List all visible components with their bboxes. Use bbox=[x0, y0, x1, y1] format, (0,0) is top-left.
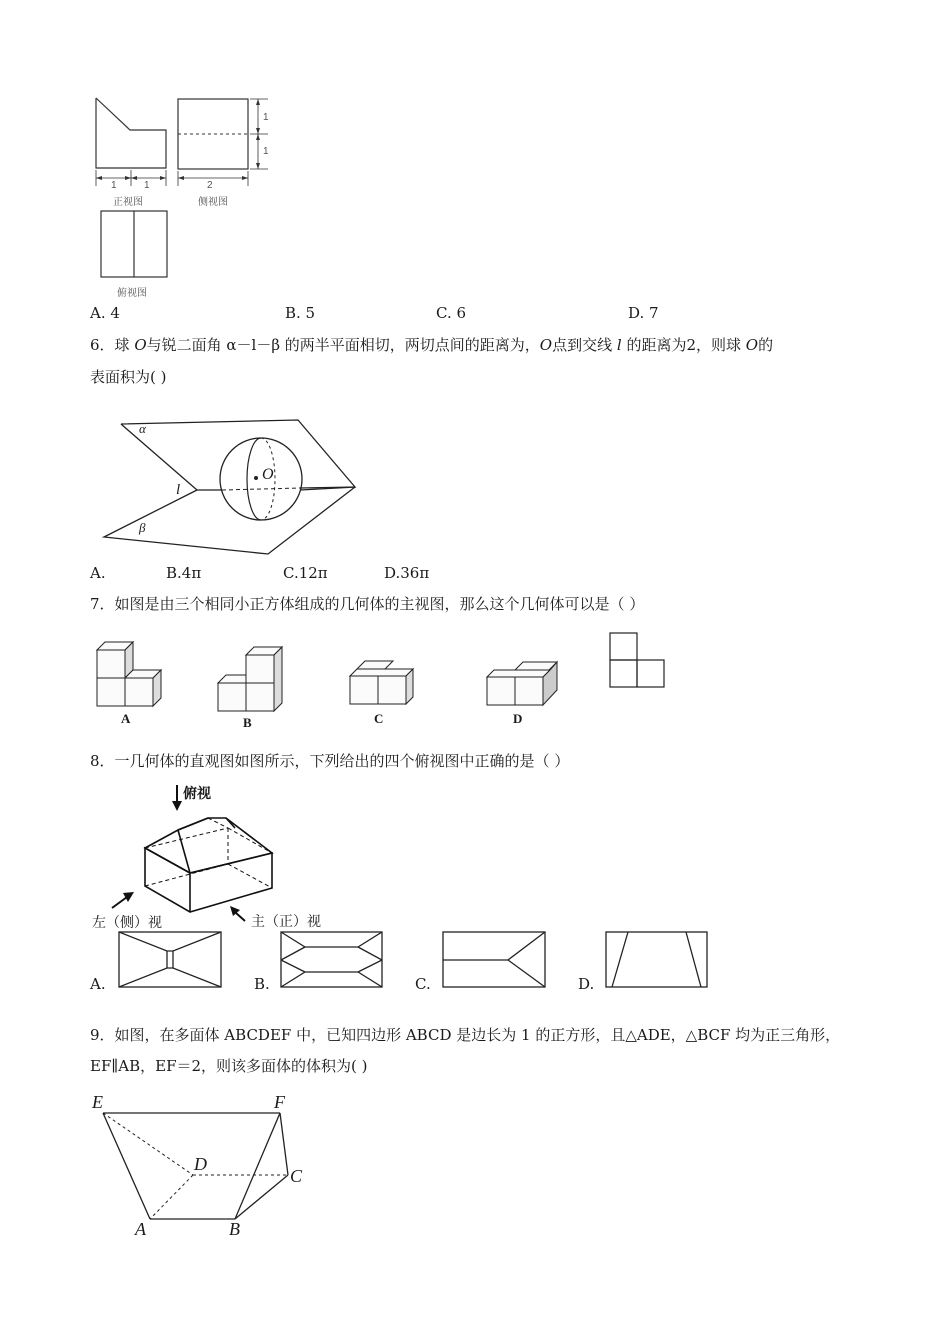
option-d: D. bbox=[578, 975, 595, 993]
q9-text-line2: EF∥AB，EF＝2，则该多面体的体积为( ) bbox=[90, 1057, 368, 1075]
q7-text: 7．如图是由三个相同小正方体组成的几何体的主视图，那么这个几何体可以是（ ） bbox=[90, 595, 645, 613]
front-view-arrow-label: 主（正）视 bbox=[251, 914, 321, 930]
q6-text-line2: 表面积为( ) bbox=[90, 368, 167, 386]
q6-text-line1: 6．球 O与锐二面角 α－l－β 的两半平面相切，两切点间的距离为，O点到交线 l 的距离为2，则球 O的 bbox=[90, 336, 774, 354]
option-a: A. bbox=[90, 564, 106, 582]
label-O: O bbox=[262, 466, 274, 483]
figure-label-c: C bbox=[374, 711, 384, 726]
figure-label-a: A bbox=[121, 711, 131, 726]
point-f: F bbox=[274, 1092, 285, 1112]
label-l: l bbox=[176, 482, 181, 498]
option-d: D. 7 bbox=[628, 304, 659, 322]
point-a: A bbox=[135, 1219, 146, 1239]
point-c: C bbox=[290, 1166, 303, 1186]
option-b: B. 5 bbox=[285, 304, 316, 322]
option-a: A. bbox=[90, 975, 106, 993]
point-e: E bbox=[92, 1092, 103, 1112]
top-view-arrow-label: 俯视 bbox=[183, 786, 211, 802]
side-view-caption: 侧视图 bbox=[198, 197, 228, 208]
label-beta: β bbox=[139, 520, 146, 535]
dim-label: 2 bbox=[207, 180, 213, 191]
dim-label: 1 bbox=[263, 112, 269, 123]
q9-text-line1: 9．如图，在多面体 ABCDEF 中，已知四边形 ABCD 是边长为 1 的正方形，且△ADE，△BCF 均为正三角形， bbox=[90, 1026, 841, 1044]
option-c: C. bbox=[415, 975, 431, 993]
label-alpha: α bbox=[139, 421, 146, 436]
top-view-caption: 俯视图 bbox=[117, 288, 147, 299]
option-b: B. bbox=[254, 975, 270, 993]
dim-label: 1 bbox=[144, 180, 150, 191]
left-view-arrow-label: 左（侧）视 bbox=[92, 915, 162, 931]
figure-label-d: D bbox=[513, 711, 523, 726]
figure-label-b: B bbox=[243, 715, 252, 730]
option-b: B.4π bbox=[166, 564, 202, 582]
option-d: D.36π bbox=[384, 564, 430, 582]
point-b: B bbox=[229, 1219, 240, 1239]
dim-label: 1 bbox=[111, 180, 117, 191]
point-d: D bbox=[194, 1154, 207, 1174]
option-c: C. 6 bbox=[436, 304, 467, 322]
front-view-caption: 正视图 bbox=[113, 197, 143, 208]
q8-text: 8．一几何体的直观图如图所示，下列给出的四个俯视图中正确的是（ ） bbox=[90, 752, 570, 770]
option-c: C.12π bbox=[283, 564, 328, 582]
dim-label: 1 bbox=[263, 146, 269, 157]
option-a: A. 4 bbox=[90, 304, 120, 322]
